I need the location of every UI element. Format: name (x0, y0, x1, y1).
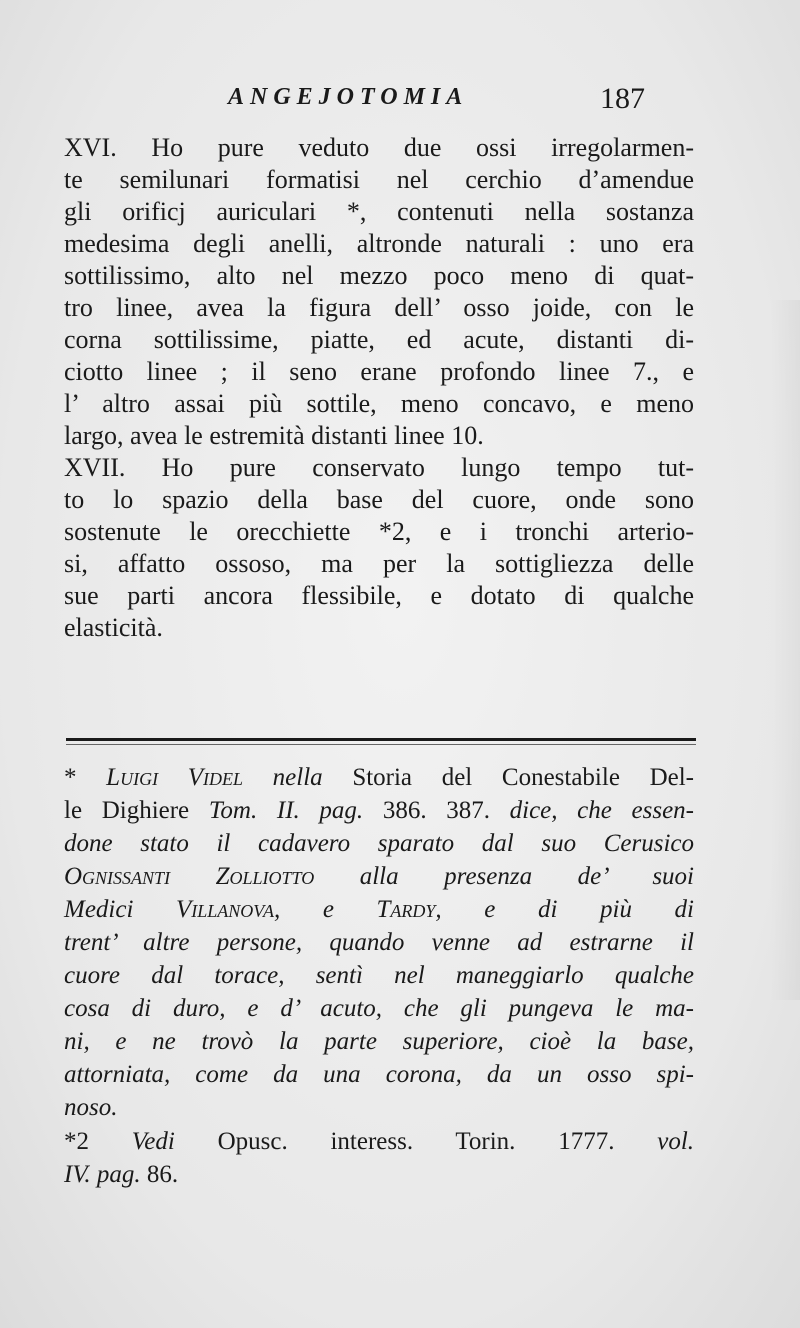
footnote-line (64, 1126, 694, 1158)
footnote-text: nella (243, 764, 353, 791)
running-head: ANGEJOTOMIA (228, 84, 469, 110)
footnote-text: dice, che essen- (509, 797, 694, 824)
footnote-line: done stato il cadavero sparato dal suo Cerusico (64, 830, 694, 857)
footnote-line: cosa di duro, e d’ acuto, che gli pungeva le ma- (64, 995, 694, 1022)
author-name: Luigi Videl (106, 764, 243, 791)
text-line: si, affatto ossoso, ma per la sottigliezza delle (64, 549, 694, 578)
footnote-line: attorniata, come da una corona, da un osso spi- (64, 1061, 694, 1088)
footnote-text: Vedi (131, 1128, 175, 1155)
footnote-text: , e (273, 896, 377, 923)
text-line: sottilissimo, alto nel mezzo poco meno di quat- (64, 261, 694, 290)
footnote-text: , e di più di (435, 896, 694, 923)
footnote-text: 386. 387. (363, 797, 510, 824)
text-line: ciotto linee ; il seno erane profondo linee 7., e (64, 357, 694, 386)
footnote-rule (66, 738, 696, 741)
footnote-line (64, 894, 694, 926)
text-line: corna sottilissime, piatte, ed acute, distanti di- (64, 325, 694, 354)
text-line: XVII. Ho pure conservato lungo tempo tut- (64, 453, 694, 482)
person-name: Ognissanti Zolliotto (64, 863, 315, 890)
text-line: sue parti ancora flessibile, e dotato di qualche (64, 581, 694, 610)
footnote-text: Medici (64, 896, 177, 923)
footnote-marker: * (64, 764, 107, 791)
person-name: Villanova (176, 896, 274, 923)
text-line: l’ altro assai più sottile, meno concavo, e meno (64, 389, 694, 418)
footnote-rule-thin (66, 744, 696, 745)
footnote-line (64, 861, 694, 893)
page-header (0, 84, 800, 124)
footnote-text: Storia del Conestabile Del- (352, 764, 694, 791)
text-line: sostenute le orecchiette *2, e i tronchi arterio- (64, 517, 694, 546)
footnote-line: ni, e ne trovò la parte superiore, cioè la base, (64, 1028, 694, 1055)
footnote-line: cuore dal torace, sentì nel maneggiarlo qualche (64, 962, 694, 989)
text-line: to lo spazio della base del cuore, onde sono (64, 485, 694, 514)
text-line: tro linee, avea la figura dell’ osso joide, con le (64, 293, 694, 322)
footnote-line: noso. (64, 1094, 118, 1121)
footnote-text: alla presenza de’ suoi (314, 863, 694, 890)
page-number: 187 (600, 82, 645, 115)
footnote-text: vol. (657, 1128, 695, 1155)
footnote-line (64, 1159, 694, 1191)
footnote-text: IV. pag. (64, 1161, 141, 1188)
footnote-marker: *2 (64, 1128, 132, 1155)
text-line: te semilunari formatisi nel cerchio d’amendue (64, 165, 694, 194)
person-name: Tardy (376, 896, 436, 923)
text-line: XVI. Ho pure veduto due ossi irregolarmen- (64, 133, 694, 162)
footnote-line: trent’ altre persone, quando venne ad estrarne il (64, 929, 694, 956)
footnote-line (64, 762, 694, 794)
text-line: medesima degli anelli, altronde naturali : uno era (64, 229, 694, 258)
text-line: elasticità. (64, 613, 163, 642)
footnote-text: Opusc. interess. Torin. 1777. (174, 1128, 658, 1155)
footnote-text: Tom. II. pag. (208, 797, 364, 824)
text-line: largo, avea le estremità distanti linee 10. (64, 421, 484, 450)
footnote-text: le Dighiere (64, 797, 209, 824)
text-line: gli orificj auriculari *, contenuti nella sostanza (64, 197, 694, 226)
footnote-line (64, 795, 694, 827)
footnote-text: 86. (140, 1161, 179, 1188)
page-shadow (770, 300, 800, 1000)
